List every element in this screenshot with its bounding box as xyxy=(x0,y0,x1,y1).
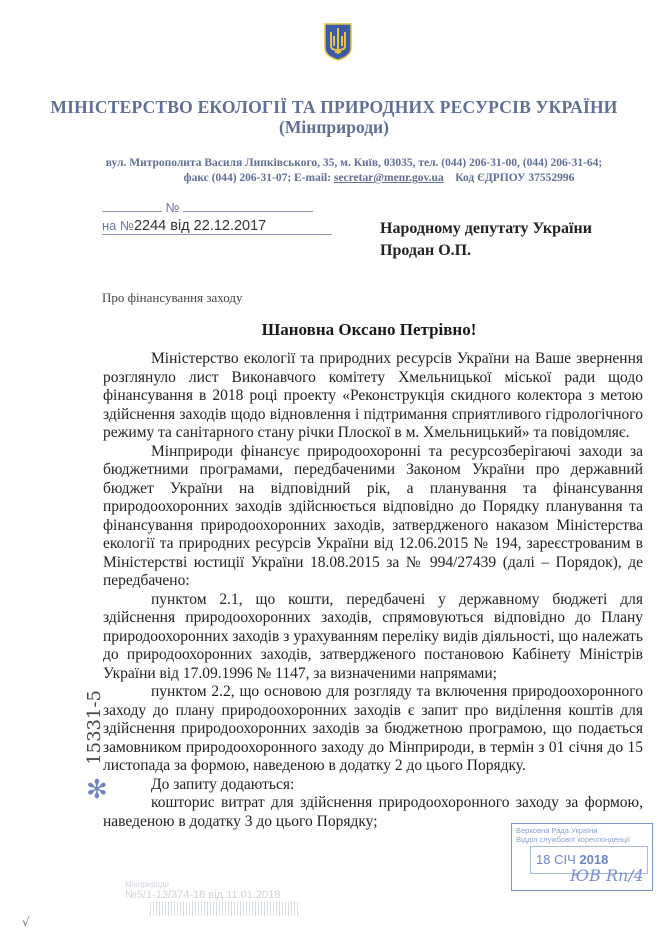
body-paragraph: пунктом 2.1, що кошти, передбачені у державному бюджеті для здійснення природоохоронних заходів, спрямовуються відповідно до Плану природоохоронних заходів з урахуванням переліку видів діяльності, що належать до природоохоронних заходів, затвердженого постановою Кабінету Міністрів України від 17.09.1996 № 1147, за визначеними напрямами; xyxy=(103,590,643,682)
email-link[interactable]: secretar@menr.gov.ua xyxy=(333,172,444,184)
stamp-year: 2018 xyxy=(579,852,609,867)
fax-text: факс (044) 206-31-07; E-mail: xyxy=(183,172,334,184)
body-paragraph: Міністерство екології та природних ресурсів України на Ваше звернення розглянуло лист Виконавчого комітету Хмельницької міської ради щодо фінансування в 2018 році проекту «Реконструкція скидного колектора з метою здійснення заходів щодо відновлення і підтримання сприятливого гідрологічного режиму та санітарного стану річки Плоскої в м. Хмельницький» та повідомляє. xyxy=(103,350,643,441)
handwritten-side-code: 15331-5 xyxy=(84,690,105,765)
reply-value: 2244 від 22.12.2017 xyxy=(133,218,267,234)
outgoing-number-field xyxy=(102,200,313,215)
stamp-title xyxy=(516,826,630,844)
number-label: № xyxy=(165,200,180,215)
stamp-signature: ЮВ Rn/4 xyxy=(570,866,644,885)
incoming-org: Мінприроди xyxy=(125,880,169,889)
asterisk-icon: ✻ xyxy=(86,775,108,805)
ministry-name: МІНІСТЕРСТВО ЕКОЛОГІЇ ТА ПРИРОДНИХ РЕСУРСІВ УКРАЇНИ xyxy=(50,97,618,117)
ministry-short-name: (Мінприроди) xyxy=(279,117,389,137)
body-paragraph: кошторис витрат для здійснення природоохоронного заходу за формою, наведеною в додатку 3 до цього Порядку; xyxy=(103,794,643,830)
stamp-month: СІЧ xyxy=(554,852,576,867)
incoming-registration-mark xyxy=(125,880,280,900)
number-blank xyxy=(183,211,313,212)
body-paragraph: пунктом 2.2, що основою для розгляду та включення природоохоронного заходу до плану природоохоронних заходів є запит про виділення коштів для здійснення природоохоронних заходів за бюджетною програмою, що подається замовником природоохоронного заходу до Мінприроди, в термін з 01 січня до 15 листопада за формою, наведеною в додатку 2 до цього Порядку. xyxy=(103,683,643,774)
stamp-date xyxy=(536,852,608,867)
incoming-number: №5/1-13/374-18 від 11.01.2018 xyxy=(125,889,281,901)
margin-pen-mark: √ xyxy=(22,915,30,929)
recipient-block xyxy=(380,218,592,262)
stamp-day: 18 xyxy=(536,852,551,867)
letter-subject: Про фінансування заходу xyxy=(102,290,243,305)
contact-line xyxy=(0,172,668,184)
barcode xyxy=(150,902,300,916)
reply-prefix: на № xyxy=(102,218,134,233)
recipient-name: Продан О.П. xyxy=(380,242,472,259)
trident-coat-of-arms-icon xyxy=(323,22,353,62)
address-line: вул. Митрополита Василя Липківського, 35, м. Київ, 03035, тел. (044) 206-31-00, (044) 206-31-64; xyxy=(105,157,603,169)
recipient-title: Народному депутату України xyxy=(380,220,592,237)
body-paragraph: До запиту додаються: xyxy=(151,775,295,793)
letter-body xyxy=(103,350,643,831)
greeting: Шановна Оксано Петрівно! xyxy=(261,320,477,339)
body-paragraph: Мінприроди фінансує природоохоронні та ресурсозберігаючі заходи за бюджетними програмами, передбаченими Законом України про державний бюджет України на відповідний рік, а планування та фінансування природоохоронних заходів здійснюється відповідно до Порядку планування та фінансування природоохоронних заходів, затвердженого наказом Міністерства екології та природних ресурсів України від 12.06.2015 № 194, зареєстрованим в Міністерстві юстиції України 18.08.2015 за № 994/27439 (далі – Порядок), де передбачено: xyxy=(103,442,643,589)
edrpou-code: Код ЄДРПОУ 37552996 xyxy=(455,172,575,184)
date-blank xyxy=(102,211,162,212)
stamp-org: Верховна Рада України xyxy=(516,826,598,835)
reply-reference xyxy=(102,218,332,235)
stamp-dept: Відділ службової кореспонденції xyxy=(516,835,631,844)
